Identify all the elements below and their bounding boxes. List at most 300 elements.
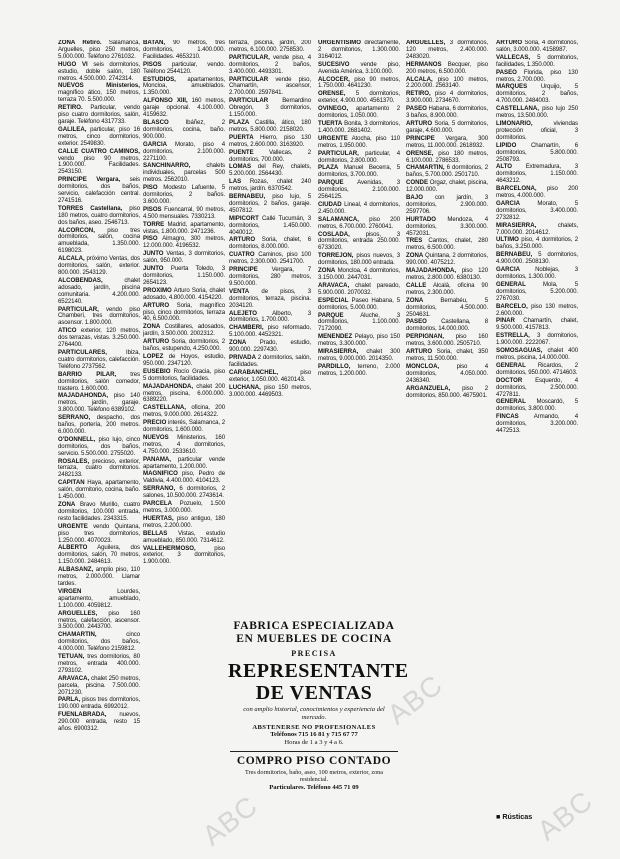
classified-ad-text: piso antiguo, 180 metros, 2.200.000.: [143, 514, 225, 529]
classified-ad-heading: ARGUELLES,: [58, 609, 98, 617]
classified-ad: [143, 457, 225, 471]
classified-ad-text: Bernardino Obregón, 3 dormitorios, 1.150.000.: [229, 97, 311, 119]
classified-ad: [143, 405, 225, 419]
classified-ad: [496, 333, 578, 347]
classified-ad-text: Soria, magnífico piso, cinco dormitorios, terraza 40, 6.500.000.: [143, 301, 225, 323]
classified-ad: [496, 252, 578, 266]
classified-ad: [229, 98, 311, 119]
classified-ad-text: piso lujo, cinco dormitorios, dos baños, servicio. 5.500.000. 2755020.: [58, 435, 140, 457]
classified-ad-text: pisos tres dormitorios, 190.000 entrada. 6992012.: [58, 696, 140, 711]
classified-ad: [318, 180, 400, 201]
classified-ad-heading: PLAZA: [318, 164, 339, 172]
classified-ad-text: piso tres dormitorios, salón, cocina amueblada, 1.350.000. 6198023.: [58, 226, 140, 255]
classified-ad: [143, 435, 225, 456]
kitchen-furniture-ad-box: [228, 617, 409, 793]
classified-ad-heading: FUENLABRADA,: [58, 711, 107, 719]
classified-ad-text: Lourdes, apartamento, amueblado, 1.100.000. 4059812.: [58, 587, 140, 609]
classified-ad: [318, 283, 400, 297]
classified-ad-heading: VALLECAS,: [496, 53, 531, 61]
ad-headline-2: DE VENTAS: [255, 682, 373, 704]
classified-ad-text: tres dormitorios, salón comedor, trastero. 1.600.000.: [58, 370, 140, 392]
classified-ad-text: Orgaz, chalet, piscina, 12.000.000.: [406, 179, 488, 194]
classified-ad: [406, 91, 488, 105]
classified-ad-heading: PARDILLO,: [318, 362, 351, 370]
classified-ad-text: Habana, 6 dormitorios, 3 baños, 8.900.000.: [406, 105, 488, 120]
classified-ad-text: particular, vendo. Teléfono 2544120.: [143, 60, 225, 75]
classified-ad: [318, 165, 400, 179]
classified-ad-heading: LIPIDO: [496, 141, 517, 149]
classified-ad: [58, 350, 140, 371]
classified-ad-text: chalet adosado, jardín, piscina comunitaria. 4.200.000. 6522140.: [58, 276, 140, 305]
classified-ad: [58, 127, 140, 148]
classified-ad-heading: SANCHINARRO,: [143, 162, 191, 170]
classified-ad: [406, 319, 488, 333]
classified-ad-text: piso exterior, 3 dormitorios, 1.900.000.: [143, 544, 225, 566]
classified-ad-heading: SERRANO,: [143, 485, 176, 493]
classified-ad-heading: HUERTAS,: [143, 514, 174, 522]
classified-ad: [406, 121, 488, 135]
classified-ad-heading: URGENTE: [318, 134, 348, 142]
classified-ad-text: piso, 4 dormitorios, 2 baños, 3.250.000.: [496, 236, 578, 251]
classified-ad: [318, 298, 400, 312]
classified-ad: [58, 589, 140, 610]
classified-ad-text: Chamartín, chalet, 9.500.000. 4157813.: [496, 317, 578, 332]
classified-ad-heading: MAJADAHONDA,: [406, 267, 457, 275]
classified-ad-text: Extremadura, 3 dormitorios, 1.150.000. 4643212.: [496, 163, 578, 185]
classified-ad: [406, 238, 488, 252]
classified-ad: [318, 91, 400, 105]
classified-ad: [496, 186, 578, 200]
classified-ad: [318, 364, 400, 378]
classified-ad-text: pisos, 3 dormitorios, entrada 250.000. 6733020.: [318, 230, 400, 252]
classified-ad-heading: FINCAS: [496, 413, 519, 421]
classified-ad: [143, 354, 225, 368]
classified-ad-heading: ZONA: [406, 296, 424, 304]
classified-ad-text: Ventas, 3 dormitorios, salón, 950.000.: [143, 250, 225, 265]
classified-ad: [143, 501, 225, 515]
classified-ad-heading: ZONA: [406, 252, 424, 260]
classified-ad-heading: BERNABEU,: [229, 193, 266, 201]
classified-ad: [496, 70, 578, 84]
classified-ad-heading: MAJADAHONDA,: [58, 392, 109, 400]
classified-ad-text: Pelayo, piso 150 metros, 3.300.000.: [318, 333, 400, 348]
classified-ad: [496, 237, 578, 251]
classified-ad: [58, 654, 140, 675]
classified-ad-heading: ALBASANZ,: [58, 566, 94, 574]
classified-ad-text: Vergara, 300 metros, 11.000.000. 2618932.: [406, 134, 488, 149]
classified-ad-text: vendo Quintana, piso tres dormitorios, 1.250.000. 4070023.: [58, 522, 140, 544]
classified-ad-text: de Hoyos, estudio, 950.000. 2347120.: [143, 352, 225, 367]
classified-ad: [229, 385, 311, 399]
classified-ad-text: piso 140 metros, jardín, garaje. 3.800.000. Teléfono 6389102.: [58, 392, 140, 414]
classified-ad: [229, 194, 311, 215]
classified-ad: [143, 546, 225, 567]
classified-ad: [58, 40, 140, 61]
classified-ad-heading: ALCALA,: [58, 255, 85, 263]
classified-ad-heading: LOPEZ: [143, 352, 164, 360]
classified-ad-heading: CASTELLANA,: [496, 105, 539, 113]
classified-ad-heading: BATAN,: [143, 40, 166, 46]
classified-ad-text: Almagro, 300 metros, 12.000.000. 4196532.: [143, 235, 225, 250]
classified-ad: [406, 180, 488, 194]
classified-ad-text: Quintana, 2 dormitorios, 990.000. 4075212.: [406, 252, 488, 267]
classified-ad-heading: BARCELO,: [496, 302, 528, 310]
classified-ad-heading: SOMOSAGUAS,: [496, 347, 543, 355]
classified-ad-text: pisos nuevos, 3 dormitorios, 180.000 entrada.: [318, 252, 400, 267]
classified-ad: [496, 414, 578, 435]
classified-ad: [143, 222, 225, 236]
classified-ad-heading: CHAMARTIN,: [406, 164, 445, 172]
classified-ad-text: directamente, 2 dormitorios, 1.300.000. 3164012.: [318, 40, 400, 60]
classified-ad-heading: JUNTO: [143, 250, 164, 258]
classified-ad-text: despacho, dos baños, portería, 200 metros. 6.000.000.: [58, 414, 140, 435]
classified-ad: [143, 486, 225, 500]
ad-phones: Teléfonos 715 16 81 y 715 67 77: [270, 731, 358, 738]
classified-ad: [58, 393, 140, 414]
classified-ad-heading: MONCLOA,: [406, 362, 440, 370]
classified-ad-text: magnífico ático, 150 metros, terraza 70. 5.500.000.: [58, 89, 140, 104]
classified-ad-text: piso 160 metros, 3.600.000. 2505710.: [406, 333, 488, 348]
classified-ad-text: Puerta Toledo, 3 dormitorios, 1.150.000. 2654123.: [143, 265, 225, 286]
classified-ad-text: Moncloa, 4 dormitorios, 3.150.000. 2447031.: [318, 267, 400, 281]
classified-ad-text: del Rey, chalets, 5.200.000. 2564430.: [229, 163, 311, 178]
abc-watermark: ABC: [196, 789, 264, 852]
classified-ad: [58, 206, 140, 227]
classified-ad-text: vendo piso 90 metros, 1.900.000. Facilidades. 2543150.: [58, 154, 140, 176]
classified-ad-heading: ALCALA,: [406, 75, 433, 83]
classified-ad: [496, 121, 578, 142]
classified-ad-text: chalet 200 metros, piscina, 6.000.000. 6389220.: [143, 382, 225, 404]
classified-ad: [318, 202, 400, 216]
classified-ad-heading: ESTUDIOS,: [143, 75, 176, 83]
classified-ad: [496, 282, 578, 303]
classified-ad-text: Callé Tucumán, 3 dormitorios, 1.450.000. 4040012.: [229, 214, 311, 236]
classified-ad-text: particular, 4 dormitorios, 2.800.000.: [318, 149, 400, 164]
classified-ad-text: Modesto Lafuente, 5 dormitorios, 2 baños. 3.600.000.: [143, 184, 225, 205]
classified-ad-heading: ZONA: [229, 339, 247, 347]
classified-ad: [406, 77, 488, 91]
classified-column-2: [143, 40, 225, 810]
classified-ad-heading: PRINCIPE: [406, 134, 435, 142]
classified-ad-heading: PRIVADA: [229, 353, 256, 361]
classified-ad-heading: NUEVOS Ministerios,: [58, 82, 140, 90]
classified-ad-heading: BERNABEU,: [496, 251, 533, 259]
classified-ad: [406, 364, 488, 385]
classified-ad: [58, 712, 140, 733]
classified-ad: [143, 77, 225, 98]
classified-ad: [58, 632, 140, 653]
classified-ad: [58, 611, 140, 632]
classified-ad-heading: ARTURO: [496, 40, 523, 46]
classified-ad: [318, 151, 400, 165]
classified-ad: [229, 164, 311, 178]
classified-ad-text: precioso, exterior, terraza, cuatro dormitorios. 2482133.: [58, 457, 140, 479]
classified-ad: [229, 77, 311, 98]
classified-ad-heading: SALAMANCA,: [318, 215, 359, 223]
classified-ad-text: 3 dormitorios, 120 metros, 2.400.000. 2483020.: [406, 40, 488, 60]
classified-ad: [229, 216, 311, 237]
classified-ad-heading: MENENDEZ: [318, 333, 353, 341]
classified-ad: [143, 163, 225, 184]
classified-ad: [143, 236, 225, 250]
classified-ad: [496, 201, 578, 222]
classified-ad-text: Avenidas, 3 dormitorios, 2.100.000. 2564125.: [318, 179, 400, 201]
classified-ad-text: Manuel Becerra, 5 dormitorios, 3.700.000.: [318, 164, 400, 179]
classified-ad: [406, 151, 488, 165]
classified-ad-heading: TORRE: [143, 220, 165, 228]
classified-ad-heading: ALCORCON,: [58, 226, 95, 234]
compro-piso-title: COMPRO PISO CONTADO: [236, 755, 392, 767]
classified-ad-heading: CASTELLANA,: [143, 404, 186, 412]
classified-ad: [143, 207, 225, 221]
classified-ad-text: piso lujo, 5 dormitorios, 2 baños, garaje. 4507812.: [229, 193, 311, 214]
classified-ad: [143, 471, 225, 485]
classified-ad: [229, 237, 311, 251]
classified-ad-text: Vergara, 7 dormitorios, 280 metros, 9.500.000.: [229, 266, 311, 287]
classified-ad-heading: ORENSE,: [406, 149, 434, 157]
classified-ad-text: piso 4 dormitorios, 3.900.000. 2734670.: [406, 90, 488, 105]
classified-ad-text: cinco dormitorios, dos baños, 4.000.000. Teléfono 2159812.: [58, 631, 140, 653]
classified-ad-text: vende piso, 4 dormitorios, 2 baños, 3.400.000. 4493301.: [229, 53, 311, 75]
classified-ad-heading: VIRGEN: [58, 587, 82, 595]
classified-ad: [406, 165, 488, 179]
classified-ad-heading: TETUAN,: [58, 653, 85, 661]
classified-ad: [58, 278, 140, 306]
classified-ad-heading: PARQUE: [318, 179, 344, 187]
classified-ad-text: piso exterior, 1.050.000. 4620143.: [229, 368, 311, 383]
classified-ad: [58, 676, 140, 697]
classified-ad-heading: ARTURO: [143, 338, 170, 346]
classified-ad-heading: PISO: [143, 184, 158, 192]
classified-ad: [406, 62, 488, 76]
classified-ad-heading: LAS: [229, 178, 242, 186]
classified-ad-heading: PARCELA: [143, 500, 173, 508]
classified-column-3: [229, 40, 311, 610]
classified-ad-text: piso 160 metros, calefacción, ascensor. 3.500.000. 2443700.: [58, 609, 140, 631]
classified-ad-text: chalet 250 metros, parcela, piscina. 7.500.000. 2071230.: [58, 674, 140, 696]
classified-ad-text: Vallecas, 2 dormitorios, 700.000.: [229, 148, 311, 163]
classified-ad: [58, 480, 140, 501]
classified-ad-heading: CALLE: [406, 281, 427, 289]
classified-ad-text: piso 200 metros, 6.700.000. 2760041.: [318, 215, 400, 230]
classified-ad-text: particular vende apartamento, 1.200.000.: [143, 455, 225, 470]
classified-ad-heading: ARAVACA,: [318, 281, 350, 289]
classified-ad: [496, 363, 578, 377]
classified-ad-text: Rocío Gracia, piso 5 dormitorios, facilidades.: [143, 367, 225, 382]
classified-ad-text: Ricardos, 2 dormitorios, 950.000. 4714603.: [496, 361, 578, 376]
compro-piso-description: Tres dormitorios, baño, aseo, 100 metros, exterior, zona residencial.: [244, 769, 384, 784]
classified-ad-heading: GENERAL: [496, 361, 526, 369]
classified-ad-heading: ALEJETO: [229, 309, 257, 317]
classified-ad-heading: PROXIMO: [143, 286, 172, 294]
classified-ad-heading: ULTIMO: [496, 236, 519, 244]
classified-ad: [143, 303, 225, 324]
classified-ad-text: Esquerdo, 4 dormitorios, 2.500.000. 4727811.: [496, 376, 578, 398]
classified-ad-text: piso, Pedro de Valdivia, 4.400.000. 4104123.: [143, 470, 225, 485]
classified-ad-heading: PASEO: [406, 105, 427, 113]
classified-ad-heading: PRINCIPE Vergara,: [58, 176, 121, 184]
classified-ad-text: Aguilera, dos dormitorios, salón, 70 metros, 1.150.000. 2484613.: [58, 544, 140, 566]
classified-ad: [406, 334, 488, 348]
classified-ad-text: 5 dormitorios, facilidades, 1.350.000.: [496, 53, 578, 68]
classified-ad: [406, 217, 488, 238]
classified-ad-text: chalets, 7.000.000. 2014612.: [496, 221, 578, 236]
classified-ad: [229, 370, 311, 384]
classified-ad: [496, 84, 578, 105]
classified-ad: [58, 567, 140, 588]
classified-ad: [58, 83, 140, 104]
classified-ad-text: Ibáñez, 2 dormitorios, cocina, baño. 900.000.: [143, 118, 225, 140]
classified-ad-heading: ALCOBENDAS,: [58, 276, 103, 284]
classified-ad: [318, 313, 400, 334]
classified-ad: [406, 298, 488, 319]
classified-ad-text: Caminos, piso 100 metros, 2.300.000. 2541700.: [229, 251, 311, 266]
classified-ad-heading: PUENTE: [229, 148, 254, 156]
classified-ad-text: Aluche, 3 dormitorios, 1.100.000. 7172090.: [318, 311, 400, 333]
classified-ad-text: terreno, 2.000 metros, 1.200.000.: [318, 362, 400, 377]
ad-hours: Horas de 1 a 3 y 4 a 6.: [284, 739, 344, 746]
classified-ad-heading: CAPITAN: [58, 479, 85, 487]
classified-ad-heading: PARTICULAR,: [318, 149, 359, 157]
classified-ad: [318, 77, 400, 91]
classified-ad-heading: PRINCIPE: [229, 266, 258, 274]
classified-ad-heading: MARQUES: [496, 83, 528, 91]
classified-ad-text: Chamartín, 6 dormitorios, 5.800.000. 2508793.: [496, 141, 578, 163]
classified-ad-heading: ZONA: [143, 323, 161, 331]
classified-ad-text: amplio piso, 110 metros, 2.000.000. Llamar tardes.: [58, 566, 140, 587]
classified-ad-heading: PINAR: [496, 317, 515, 325]
classified-ad: [318, 106, 400, 120]
classified-ad: [229, 311, 311, 325]
classified-ad-heading: BELLAS: [143, 529, 168, 537]
classified-ad-text: Pozuelo, 1.500 metros, 3.000.000.: [143, 500, 225, 514]
classified-ad-heading: LUCHANA,: [229, 383, 261, 391]
classified-ad: [496, 304, 578, 318]
classified-ad-heading: TORREJON,: [318, 252, 354, 260]
classified-ad-heading: HURTADO: [406, 215, 437, 223]
ad-precisa: PRECISA: [291, 649, 337, 658]
classified-ad-text: 3 dormitorios, 1.900.000. 2222067.: [496, 332, 578, 347]
classified-ad-text: tres dormitorios, 80 metros, entrada 400.000. 2793102.: [58, 653, 140, 674]
classified-ad: [58, 415, 140, 436]
classified-ad-text: piso reformado, 5.100.000. 4452321.: [229, 324, 311, 339]
classified-ad: [143, 185, 225, 206]
classified-ad-heading: CARABANCHEL,: [229, 368, 279, 376]
abc-watermark: ABC: [381, 668, 449, 731]
classified-ad-heading: JUNTO: [143, 265, 164, 273]
classified-ad-text: Urquijo, 5 dormitorios, 2 baños, 4.700.000. 2484003.: [496, 83, 578, 105]
classified-ad: [496, 267, 578, 281]
classified-ad: [229, 179, 311, 193]
classified-ad: [143, 531, 225, 545]
classified-ad-text: Castilla, ático, 180 metros, 5.800.000. 2158020.: [229, 118, 311, 133]
classified-ad-text: oficina, 200 metros, 9.000.000. 2614322.: [143, 404, 225, 419]
classified-ad-text: Soria, dormitorios, 2 baños, estupendo, 4.250.000.: [143, 338, 225, 353]
classified-ad: [496, 348, 578, 362]
classified-ad-heading: CALLE CUATRO CAMINOS,: [58, 147, 140, 155]
classified-ad-heading: PARTICULAR,: [229, 53, 270, 61]
classified-ad: [229, 120, 311, 134]
classified-ad-text: chalet 400 metros, piscina, 14.000.000.: [496, 347, 578, 361]
classified-ad-heading: ARGANZUELA,: [406, 384, 451, 392]
classified-ad: [143, 369, 225, 383]
classified-ad-text: Bravo Murillo, cuatro dormitorios, 100.000 entrada, resto facilidades. 2343315.: [58, 501, 140, 522]
classified-ad-heading: TRES: [406, 237, 423, 245]
classified-ad: [406, 349, 488, 363]
classified-column-6: [496, 40, 578, 810]
classified-ad: [58, 256, 140, 277]
classified-ad-text: seis dormitorios, dos baños, servicio, calefacción central. 2741516.: [58, 176, 140, 204]
classified-ad: [143, 251, 225, 265]
classified-ad-heading: O'DONNELL,: [58, 435, 96, 443]
classified-ad-heading: ALCOCER,: [318, 75, 350, 83]
classified-ad: [58, 149, 140, 177]
classified-ad: [318, 232, 400, 253]
classified-ad-heading: ESPECIAL: [318, 296, 349, 304]
classified-ad-text: Atocha, piso 110 metros, 1.950.000.: [318, 134, 400, 149]
classified-ad-heading: HUGO VI: [58, 60, 88, 68]
classified-ad-text: Rozas, chalet 240 metros, jardín. 6370542.: [229, 178, 311, 193]
classified-ad-text: piso 90 metros, 1.750.000. 4641230.: [318, 75, 400, 90]
classified-ad-text: de pisos, 3 dormitorios, terraza, piscina. 2034120.: [229, 287, 311, 309]
classified-ad-text: 160 metros, garaje opcional. 4.100.000. 4159632.: [143, 97, 225, 119]
classified-ad-text: próximo Ventas, dos dormitorios, salón, exterior. 800.000. 2543129.: [58, 255, 140, 276]
classified-ad-text: Moscardó, 5 dormitorios, 3.800.000.: [496, 398, 578, 413]
classified-ad: [318, 136, 400, 150]
classified-ad-heading: MIPICORT: [229, 214, 259, 222]
classified-ad-heading: VENTA: [229, 287, 250, 295]
classified-ad-text: Florida, piso 130 metros, 2.700.000.: [496, 68, 578, 83]
classified-ad: [496, 164, 578, 185]
classified-ad-text: Soria, chalet, 6 dormitorios, 8.000.000.: [229, 236, 311, 251]
classified-ad: [496, 143, 578, 164]
classified-ad-text: 5 dormitorios, 4.900.000. 2508130.: [496, 251, 578, 266]
classified-ad: [58, 328, 140, 349]
classified-ad-heading: ARAVACA,: [58, 674, 90, 682]
classified-ad-heading: PARLA,: [58, 696, 81, 704]
ad-divider: [230, 751, 398, 752]
classified-ad-text: 90 metros, tres dormitorios, 1.400.000. Facilidades. 4653210.: [143, 40, 225, 60]
classified-ad: [406, 136, 488, 150]
classified-ad: [229, 40, 311, 54]
classified-ad-heading: ROSALES,: [58, 457, 90, 465]
classified-ad: [143, 98, 225, 119]
classified-ad-heading: PARQUE: [318, 311, 344, 319]
classified-ad-text: Arturo Soria, chalet adosado, 4.800.000. 4154220.: [143, 286, 225, 301]
classified-ad-text: Lineal, 4 dormitorios, 2.450.000.: [318, 200, 400, 215]
classified-ad-text: 6 dormitorios, 2 salones, 10.500.000. 2743614.: [143, 485, 225, 500]
classified-ad-text: piso 4 dormitorios, 4.050.000. 2436340.: [406, 362, 488, 384]
classified-ad-heading: BAJO: [406, 194, 423, 202]
ad-headline-1: REPRESENTANTE: [228, 660, 409, 682]
classified-ad: [229, 355, 311, 369]
classified-ad-text: Ministerios, 160 metros, 4 dormitorios, 4.750.000. 2533610.: [143, 433, 225, 455]
classified-ad: [58, 502, 140, 523]
classified-ad-text: particular, piso 16 metros, cinco dormitorios, exterior. 2549830.: [58, 125, 140, 147]
classified-ad-heading: GARCIA: [143, 140, 168, 148]
classified-ad-heading: ARGUELLES,: [406, 40, 446, 46]
classified-ad: [143, 266, 225, 287]
classified-ad: [143, 339, 225, 353]
classified-ad: [406, 268, 488, 282]
classified-ad: [496, 106, 578, 120]
classified-ad-text: 5 dormitorios, exterior, 4.900.000. 4561370.: [318, 90, 400, 105]
classified-ad-heading: LIMONARIO,: [496, 119, 533, 127]
classified-column-4: [318, 40, 400, 610]
classified-ad: [58, 105, 140, 126]
classified-ad-heading: SUCESIVO: [318, 60, 350, 68]
classified-ad: [406, 195, 488, 216]
